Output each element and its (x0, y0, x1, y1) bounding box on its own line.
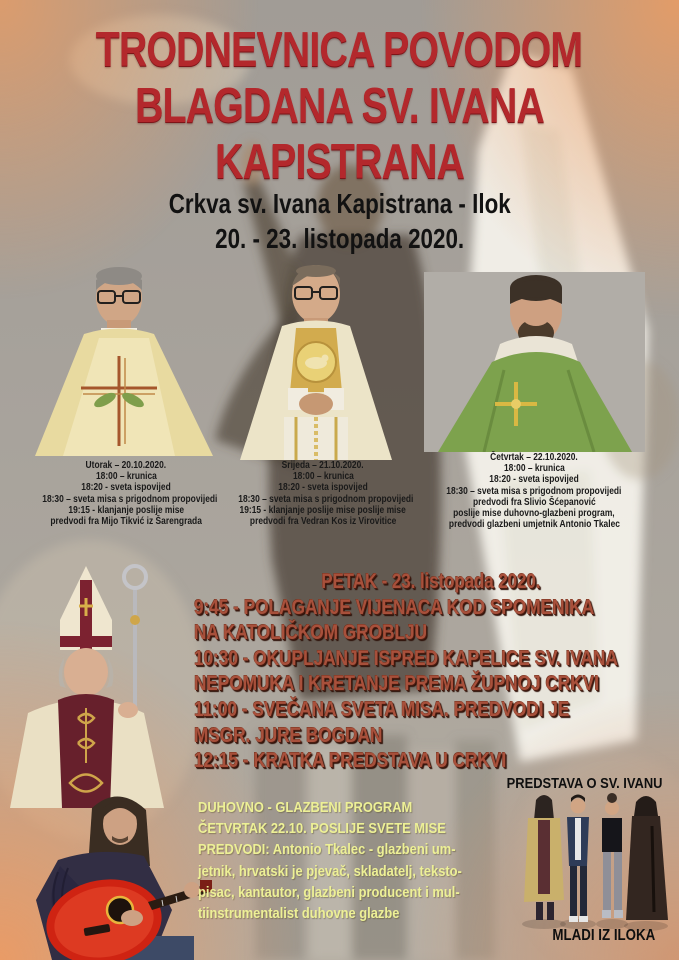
schedule-line: 19:15 - klanjanje poslije mise poslije mise (239, 504, 407, 516)
bishop-figure (10, 566, 164, 808)
priest-figure (424, 272, 645, 452)
priest-figure (35, 267, 213, 456)
church-location: Crkva sv. Ivana Kapistrana - Ilok (168, 188, 511, 219)
title-line-2: BLAGDANA SV. IVANA (135, 79, 544, 133)
friday-line: 9:45 - POLAGANJE VIJENACA KOD SPOMENIKA (194, 595, 595, 619)
poster-title (0, 22, 679, 190)
schedule-line: 18:30 – sveta misa s prigodnom propovijedi (238, 493, 414, 505)
photo-bishop (0, 558, 172, 808)
photo-youth-actors (514, 790, 672, 932)
music-line: DUHOVNO - GLAZBENI PROGRAM (198, 799, 413, 816)
friday-line: NEPOMUKA I KRETANJE PREMA ŽUPNOJ CRKVI (194, 672, 600, 696)
schedule-line: 18:20 - sveta ispovijed (278, 482, 368, 494)
photo-antonio-tkalec (0, 788, 212, 960)
friday-line: MSGR. JURE BOGDAN (194, 723, 383, 747)
schedule-line: 18:00 – krunica (292, 471, 354, 483)
schedule-line: Utorak – 20.10.2020. (85, 460, 167, 471)
schedule-line: predvodi fra Slivio Šćepanović (472, 496, 596, 508)
title-line-3: KAPISTRANA (214, 135, 464, 189)
priest-figure (240, 265, 392, 460)
schedule-line: predvodi fra Vedran Kos iz Virovitice (249, 515, 397, 527)
schedule-line: 18:30 – sveta misa s prigodnom propovijedi (446, 485, 622, 497)
youth-group-figures (522, 793, 668, 931)
schedule-line: 18:00 – krunica (503, 463, 565, 475)
music-program-text (198, 797, 510, 924)
schedule-line: Četvrtak – 22.10.2020. (490, 452, 578, 463)
photo-priest-thursday (424, 270, 645, 452)
music-line: jetnik, hrvatski je pjevač, skladatelj, teksto- (198, 862, 462, 880)
schedule-line: 18:00 – krunica (95, 471, 157, 483)
music-line: PREDVODI: Antonio Tkalec - glazbeni um- (198, 841, 456, 859)
schedule-line: predvodi glazbeni umjetnik Antonio Tkalec (448, 519, 620, 531)
schedule-line: Srijeda – 21.10.2020. (282, 460, 364, 471)
play-title-text: PREDSTAVA O SV. IVANU (507, 775, 663, 792)
poster-subtitle (0, 186, 679, 256)
friday-line: NA KATOLIČKOM GROBLJU (194, 621, 428, 645)
guitarist-figure (36, 796, 212, 960)
schedule-line: 19:15 - klanjanje poslije mise (68, 504, 184, 516)
schedule-line: predvodi fra Mijo Tikvić iz Šarengrada (50, 515, 202, 527)
schedule-tuesday (28, 460, 224, 527)
music-line: pisac, kantautor, glazbeni producent i mul- (198, 883, 460, 901)
friday-line: 11:00 - SVEČANA SVETA MISA. PREDVODI JE (194, 697, 570, 721)
music-line: tiinstrumentalist duhovne glazbe (198, 904, 400, 922)
schedule-line: 18:30 – sveta misa s prigodnom propovijedi (42, 493, 218, 505)
schedule-thursday (406, 452, 662, 530)
friday-line: 10:30 - OKUPLJANJE ISPRED KAPELICE SV. IVANA (194, 646, 618, 670)
youth-group-label (536, 926, 672, 945)
schedule-line: 18:20 - sveta ispovijed (81, 482, 171, 494)
friday-line: 12:15 - KRATKA PREDSTAVA U CRKVI (194, 749, 507, 773)
schedule-friday (194, 569, 668, 774)
play-title-label (492, 775, 678, 793)
schedule-wednesday (224, 460, 422, 527)
photo-priest-wednesday (238, 260, 394, 460)
title-line-1: TRODNEVNICA POVODOM (96, 23, 583, 77)
event-dates: 20. - 23. listopada 2020. (214, 223, 465, 254)
youth-group-text: MLADI IZ ILOKA (552, 927, 656, 944)
friday-line: PETAK - 23. listopada 2020. (321, 570, 541, 593)
photo-priest-tuesday (33, 266, 215, 456)
schedule-line: 18:20 - sveta ispovijed (489, 474, 579, 486)
schedule-line: poslije mise duhovno-glazbeni program, (453, 507, 615, 519)
music-line: ČETVRTAK 22.10. POSLIJE SVETE MISE (198, 820, 446, 838)
